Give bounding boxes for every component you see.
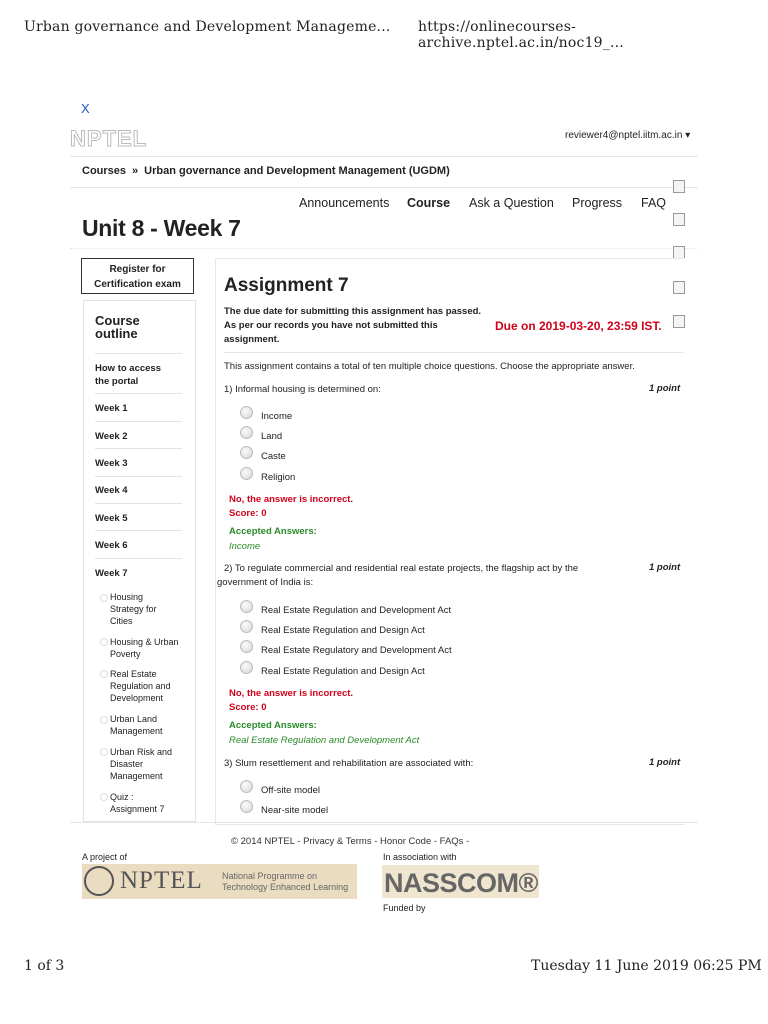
radio-option[interactable] xyxy=(240,426,253,439)
print-header-title: Urban governance and Development Manageme... xyxy=(24,19,391,35)
sidebar-subitem[interactable]: Quiz : Assignment 7 xyxy=(110,792,165,814)
page-title: Unit 8 - Week 7 xyxy=(82,215,241,241)
radio-option[interactable] xyxy=(240,661,253,674)
breadcrumb xyxy=(82,165,450,177)
sidebar-item-week7[interactable]: Week 7 xyxy=(95,568,128,579)
tab-ask-question[interactable]: Ask a Question xyxy=(469,196,554,210)
breadcrumb-separator: » xyxy=(132,165,139,177)
sidebar-item-portal[interactable]: How to access the portal xyxy=(95,363,161,387)
outline-divider xyxy=(95,503,182,504)
option-label: Real Estate Regulation and Design Act xyxy=(261,666,425,677)
radio-option[interactable] xyxy=(240,600,253,613)
score: Score: 0 xyxy=(229,508,267,519)
broken-image-icon xyxy=(673,213,685,226)
option-label: Income xyxy=(261,411,293,422)
due-date: Due on 2019-03-20, 23:59 IST. xyxy=(495,319,662,333)
lesson-dot-icon xyxy=(100,594,108,602)
breadcrumb-course[interactable]: Urban governance and Development Management (UGDM) xyxy=(144,165,450,177)
incorrect-notice: No, the answer is incorrect. xyxy=(229,688,354,699)
close-link[interactable]: X xyxy=(81,101,90,116)
outline-divider xyxy=(95,476,182,477)
option-label: Real Estate Regulation and Development Act xyxy=(261,605,452,616)
tab-progress[interactable]: Progress xyxy=(572,196,623,210)
option-label: Near-site model xyxy=(261,805,329,816)
assignment-title: Assignment 7 xyxy=(224,275,349,296)
project-label: A project of xyxy=(82,852,128,862)
print-page-number: 1 of 3 xyxy=(24,958,65,974)
print-datetime: Tuesday 11 June 2019 06:25 PM xyxy=(531,958,762,974)
sidebar-subitem[interactable]: Urban Land Management xyxy=(110,714,163,736)
radio-option[interactable] xyxy=(240,780,253,793)
question-text: 3) Slum resettlement and rehabilitation are associated with: xyxy=(224,758,474,769)
question-text: 2) To regulate commercial and residential real estate projects, the flagship act by the government of India is: xyxy=(217,563,579,588)
question-points: 1 point xyxy=(649,757,681,768)
print-header-url: https://onlinecourses-archive.nptel.ac.in/noc19_... xyxy=(418,19,624,51)
sidebar-item-week5[interactable]: Week 5 xyxy=(95,513,128,524)
tab-course[interactable]: Course xyxy=(407,196,451,210)
outline-divider xyxy=(95,530,182,531)
lesson-dot-icon xyxy=(100,793,108,801)
nptel-logo[interactable]: NPTEL xyxy=(70,126,148,151)
sidebar-subitem[interactable]: Real Estate Regulation and Development xyxy=(110,669,171,703)
title-divider xyxy=(70,248,698,249)
outline-divider xyxy=(95,353,182,354)
not-submitted-notice: As per our records you have not submitted this assignment. xyxy=(224,320,438,345)
score: Score: 0 xyxy=(229,702,267,713)
sidebar-subitem[interactable]: Urban Risk and Disaster Management xyxy=(110,747,173,781)
accepted-answer: Income xyxy=(229,541,261,552)
passed-notice: The due date for submitting this assignment has passed. xyxy=(224,306,482,317)
incorrect-notice: No, the answer is incorrect. xyxy=(229,494,354,505)
tab-faq[interactable]: FAQ xyxy=(641,196,667,210)
accepted-answers-label: Accepted Answers: xyxy=(229,526,317,537)
question-points: 1 point xyxy=(649,562,681,573)
radio-option[interactable] xyxy=(240,467,253,480)
question-text: 1) Informal housing is determined on: xyxy=(224,384,381,395)
sidebar-subitem[interactable]: Housing Strategy for Cities xyxy=(110,592,157,626)
radio-option[interactable] xyxy=(240,446,253,459)
sidebar-item-week2[interactable]: Week 2 xyxy=(95,431,128,442)
accepted-answer: Real Estate Regulation and Development Act xyxy=(229,735,420,746)
option-label: Caste xyxy=(261,451,286,462)
funded-by-label: Funded by xyxy=(383,903,426,913)
sidebar-item-week3[interactable]: Week 3 xyxy=(95,458,128,469)
footer-divider xyxy=(70,822,698,823)
option-label: Real Estate Regulatory and Development Act xyxy=(261,645,452,656)
sidebar-subitem[interactable]: Housing & Urban Poverty xyxy=(110,637,179,659)
lesson-dot-icon xyxy=(100,748,108,756)
header-divider xyxy=(70,156,698,157)
register-certification-button[interactable]: Register for Certification exam xyxy=(81,258,194,294)
footer-links[interactable]: © 2014 NPTEL - Privacy & Terms - Honor Code - FAQs - xyxy=(231,836,470,847)
lesson-dot-icon xyxy=(100,638,108,646)
sidebar-item-week1[interactable]: Week 1 xyxy=(95,403,128,414)
option-label: Off-site model xyxy=(261,785,320,796)
option-label: Religion xyxy=(261,472,296,483)
outline-divider xyxy=(95,558,182,559)
radio-option[interactable] xyxy=(240,640,253,653)
outline-divider xyxy=(95,421,182,422)
user-menu[interactable]: reviewer4@nptel.iitm.ac.in ▾ xyxy=(565,130,691,141)
nptel-banner-logo: NPTEL xyxy=(120,867,203,894)
nptel-banner-tagline: National Programme on Technology Enhanced Learning xyxy=(222,871,349,892)
lesson-dot-icon xyxy=(100,716,108,724)
outline-divider xyxy=(95,448,182,449)
accepted-answers-label: Accepted Answers: xyxy=(229,720,317,731)
association-label: In association with xyxy=(383,852,457,862)
sidebar-item-week4[interactable]: Week 4 xyxy=(95,485,128,496)
sidebar-item-week6[interactable]: Week 6 xyxy=(95,540,128,551)
radio-option[interactable] xyxy=(240,800,253,813)
lesson-dot-icon xyxy=(100,670,108,678)
breadcrumb-divider xyxy=(70,187,698,188)
nasscom-logo: NASSCOM® xyxy=(384,868,538,898)
broken-image-icon xyxy=(673,180,685,193)
assignment-intro: This assignment contains a total of ten multiple choice questions. Choose the appropriate answer. xyxy=(224,361,635,372)
notice-divider xyxy=(224,352,684,353)
option-label: Land xyxy=(261,431,283,442)
question-points: 1 point xyxy=(649,383,681,394)
course-outline-title: Course outline xyxy=(95,313,140,341)
nptel-seal-icon xyxy=(84,866,114,896)
radio-option[interactable] xyxy=(240,406,253,419)
outline-divider xyxy=(95,393,182,394)
tab-announcements[interactable]: Announcements xyxy=(299,196,390,210)
option-label: Real Estate Regulation and Design Act xyxy=(261,625,425,636)
breadcrumb-courses[interactable]: Courses xyxy=(82,165,127,177)
radio-option[interactable] xyxy=(240,620,253,633)
